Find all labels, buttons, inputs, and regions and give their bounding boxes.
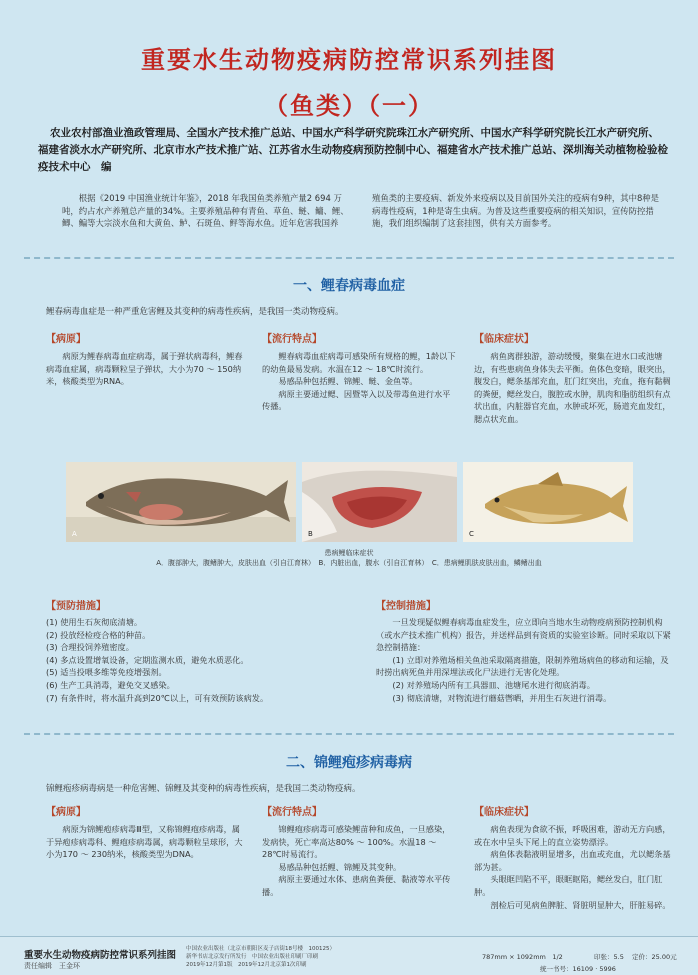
photo-a xyxy=(66,462,296,542)
intro-left: 根据《2019 中国渔业统计年鉴》，2018 年我国鱼类养殖产量2 694 万吨，约占水产养殖总产量的34%。主要养殖品种有青鱼、草鱼、鲢、鳙、鲤、鲫、鳊等大宗淡水鱼和大黄鱼、鲈、石斑鱼、鲆等海水鱼。近年危害我国养 xyxy=(62,193,349,228)
section2-symptom-label: 【临床症状】 xyxy=(474,807,534,818)
section1-control-label: 【控制措施】 xyxy=(376,601,436,612)
footer-editor: 责任编辑 王金环 xyxy=(24,962,80,970)
photo-caption-detail: A．腹部肿大，腹鳍肿大，皮肤出血（引自江育林） B．内脏出血，腹水（引自江育林） C．患病鲤肌肤皮肤出血，鳞鳍出血 xyxy=(156,559,542,567)
section2-epidemic-label: 【流行特点】 xyxy=(262,807,322,818)
section1-epidemic-text: 鲤春病毒血症病毒可感染所有规格的鲤，1龄以下的幼鱼最易发病。水温在12 ～ 18℃时流行。 易感品种包括鲤、锦鲤、鲢、金鱼等。 病原主要通过鳃、因暨等入以及带毒鱼进行水平传播。 xyxy=(262,351,456,412)
section1-symptom-label: 【临床症状】 xyxy=(474,334,534,345)
intro-right: 殖鱼类的主要疫病、新发外来疫病以及目前国外关注的疫病有9种，其中8种是病毒性疫病，1种是寄生虫病。为普及这些重要疫病的相关知识，宣传防控措施，我们组织编制了这套挂图，供有关方面参考。 xyxy=(372,193,660,228)
section1-control-text: 一旦发现疑似鲤春病毒血症发生，应立即向当地水生动物疫病预防控制机构（或水产技术推广机构）报告，并送样品到有资质的实验室诊断。同时采取以下紧急控制措施： (1) 立即对养殖场相关鱼池采取隔离措施，限制养殖场病鱼的移动和运输，及时捞出病死鱼并用深埋法或化尸法进行无害化处理。 (2) 对养殖场内所有工具器皿、池塘尾水进行彻底消毒。 (3) 彻底清塘，对物流进行蘑菇辔晒，并用生石灰进行消毒。 xyxy=(376,617,671,703)
section2-title: 二、锦鲤疱疹病毒病 xyxy=(286,755,412,771)
section1-prevention-label: 【预防措施】 xyxy=(46,601,106,612)
section2-symptom-text: 病鱼表现为食欲不振，呼吸困难，游动无方向感，或在水中呈头下尾上的直立姿势漂浮。 病鱼体表黏液明显增多，出血或充血，尤以鳃条基部为甚。 头眼眶凹陷不平，眼眶眍陷，鳃丝发白，肛门肛肿。 剖检后可见病鱼脾脏、肾脏明显肿大，肝脏易碎。 xyxy=(474,824,671,910)
section1-pathogen-label: 【病原】 xyxy=(46,334,86,345)
list-item: (1) 使用生石灰彻底清塘。 xyxy=(46,617,143,627)
section2-definition: 锦鲤疱疹病毒病是一种危害鲤、锦鲤及其变种的病毒性疾病，是我国二类动物疫病。 xyxy=(46,784,361,794)
photo-b xyxy=(302,462,457,542)
page-subtitle: （鱼类）（一） xyxy=(264,92,434,120)
section1-prevention-list xyxy=(46,616,346,704)
section1-title: 一、鲤春病毒血症 xyxy=(293,278,405,294)
section2-pathogen-text: 病原为锦鲤疱疹病毒Ⅲ型，又称锦鲤疱疹病毒，属于异疱疹病毒科、鲤疱疹病毒属，病毒颗粒呈球形，大小为170 ～ 230纳米，核酸类型为DNA。 xyxy=(46,824,243,860)
footer xyxy=(0,936,698,975)
section1-epidemic-label: 【流行特点】 xyxy=(262,334,322,345)
footer-sheets: 印张：5.5 xyxy=(594,953,624,961)
footer-size: 787mm × 1092mm 1/2 xyxy=(482,953,563,961)
footer-isbn: 统一书号：16109 · 5996 xyxy=(540,965,616,973)
footer-publisher: 中国农业出版社（北京市朝阳区麦子店街18号楼 100125） 新华书店北京发行所发行 中国农业出版社印刷厂印刷 2019年12月第1版 2019年12月北京第1次印刷 xyxy=(186,946,335,968)
list-item: (4) 多点设置增氧设备，定期监测水质，避免水质恶化。 xyxy=(46,654,249,665)
section2-epidemic-text: 锦鲤疱疹病毒可感染鲤苗种和成鱼，一旦感染，发病快，死亡率高达80% ～ 100%。水温18 ～ 28℃时易流行。 易感品种包括鲤、锦鲤及其变种。 病原主要通过水体、患病鱼粪便、黏液等水平传播。 xyxy=(262,824,451,897)
photo-c-label: C xyxy=(469,530,474,538)
footer-title: 重要水生动物疫病防控常识系列挂图 xyxy=(24,950,177,961)
organizations: 农业农村部渔业渔政管理局、全国水产技术推广总站、中国水产科学研究院珠江水产研究所、中国水产科学研究院长江水产研究所、福建省淡水水产研究所、北京市水产技术推广站、江苏省水生动物疫病预防控制中心、福建省水产技术推广总站、深圳海关动植物检验检疫技术中心 编 xyxy=(38,127,668,173)
section2-pathogen-label: 【病原】 xyxy=(46,807,86,818)
footer-price: 定价：25.00元 xyxy=(632,953,677,961)
list-item: (3) 合理投饲养殖密度。 xyxy=(46,642,134,653)
section1-definition: 鲤春病毒血症是一种严重危害鲤及其变种的病毒性疾病，是我国一类动物疫病。 xyxy=(46,307,344,317)
list-item: (6) 生产工具消毒，避免交叉感染。 xyxy=(46,679,175,690)
divider xyxy=(24,733,674,735)
photo-caption-title: 患病鲤临床症状 xyxy=(324,549,374,557)
photo-a-label: A xyxy=(72,530,77,538)
divider xyxy=(24,257,674,259)
photo-c xyxy=(463,462,633,542)
list-item: (7) 有条件时，将水温升高到20℃以上，可有效预防该病发。 xyxy=(46,692,269,703)
section1-pathogen-text: 病原为鲤春病毒血症病毒，属于弹状病毒科，鲤春病毒血症属，病毒颗粒呈子弹状，大小为70 ～ 150纳米，核酸类型为RNA。 xyxy=(46,351,243,387)
list-item: (2) 投放经检疫合格的种苗。 xyxy=(46,629,151,640)
list-item: (2) 对养殖场内所有工具器皿、池塘尾水进行彻底消毒。 xyxy=(392,679,595,690)
list-item: (3) 彻底清塘，对物流进行蘑菇辔晒，并用生石灰进行消毒。 xyxy=(392,692,612,703)
list-item: (1) 立即对养殖场相关鱼池采取隔离措施，限制养殖场病鱼的移动和运输，及时捞出病死鱼并用深埋法或化尸法进行无害化处理。 xyxy=(376,654,669,678)
section1-symptom-text: 病鱼离群独游，游动缓慢，聚集在进水口或池塘边，有些患病鱼身体失去平衡。鱼体色变暗，眼突出，腹发白，鳃条基部充血，肛门红突出，充血，拖有黏稠的粪便，鳃丝发白，腹腔或水肿，肌肉和脂肪组织有点状出血，内脏器官充血，水肿或坏死，肠道充血发红，腮点状充血。 xyxy=(474,351,671,424)
photo-b-label: B xyxy=(308,530,313,538)
page-title: 重要水生动物疫病防控常识系列挂图 xyxy=(141,46,557,74)
list-item: (5) 适当投喂多维等免疫增强剂。 xyxy=(46,667,167,678)
